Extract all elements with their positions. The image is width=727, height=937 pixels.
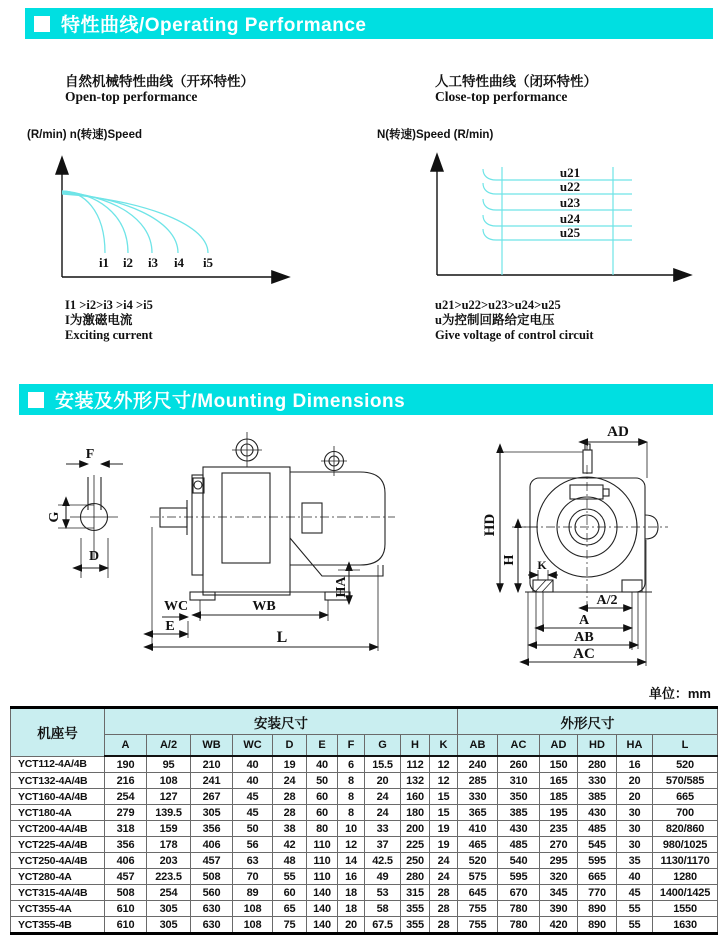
value-cell: 385 — [498, 805, 540, 821]
right-chart-title — [435, 74, 597, 104]
value-cell: 406 — [105, 853, 147, 869]
value-cell: 780 — [498, 917, 540, 934]
value-cell: 180 — [401, 805, 430, 821]
value-cell: 318 — [105, 821, 147, 837]
value-cell: 8 — [338, 805, 365, 821]
dim-label-F: F — [85, 447, 95, 462]
column-header-a: A — [105, 735, 147, 757]
table-row — [11, 853, 718, 869]
curve-label-i5: i5 — [202, 255, 214, 270]
table-row — [11, 901, 718, 917]
right-caption-cn: u为控制回路给定电压 — [435, 313, 555, 327]
value-cell: 670 — [498, 885, 540, 901]
column-header-wb: WB — [191, 735, 233, 757]
curve-label-i2: i2 — [122, 255, 134, 270]
value-cell: 240 — [458, 756, 498, 773]
value-cell: 223.5 — [147, 869, 191, 885]
right-caption-inequality: u21>u22>u23>u24>u25 — [435, 298, 561, 312]
dim-label-WB: WB — [252, 599, 276, 614]
left-caption-cn: I为激磁电流 — [65, 313, 133, 327]
value-cell: 24 — [365, 789, 401, 805]
value-cell: 250 — [401, 853, 430, 869]
value-cell: 305 — [147, 901, 191, 917]
model-cell: YCT225-4A/4B — [11, 837, 105, 853]
value-cell: 280 — [578, 756, 617, 773]
value-cell: 285 — [458, 773, 498, 789]
column-header-ab: AB — [458, 735, 498, 757]
dim-label-AC: AC — [573, 646, 595, 662]
value-cell: 28 — [273, 805, 307, 821]
model-cell: YCT280-4A — [11, 869, 105, 885]
right-chart-axis-label: N(转速)Speed (R/min) — [377, 129, 494, 141]
value-cell: 385 — [578, 789, 617, 805]
model-cell: YCT200-4A/4B — [11, 821, 105, 837]
unit-label: 单位：mm — [648, 686, 711, 701]
value-cell: 140 — [307, 901, 338, 917]
value-cell: 24 — [430, 869, 458, 885]
value-cell: 20 — [365, 773, 401, 789]
mounting-size-group-header: 安装尺寸 — [105, 708, 458, 735]
line-label-u21: u21 — [559, 165, 581, 180]
value-cell: 12 — [430, 773, 458, 789]
model-cell: YCT355-4A — [11, 901, 105, 917]
value-cell: 15 — [430, 789, 458, 805]
value-cell: 295 — [540, 853, 578, 869]
model-cell: YCT160-4A/4B — [11, 789, 105, 805]
value-cell: 570/585 — [653, 773, 718, 789]
line-label-u22: u22 — [559, 179, 581, 194]
value-cell: 60 — [273, 885, 307, 901]
value-cell: 112 — [401, 756, 430, 773]
value-cell: 1400/1425 — [653, 885, 718, 901]
value-cell: 30 — [617, 805, 653, 821]
value-cell: 520 — [653, 756, 718, 773]
value-cell: 560 — [191, 885, 233, 901]
column-header-d: D — [273, 735, 307, 757]
value-cell: 665 — [578, 869, 617, 885]
value-cell: 185 — [540, 789, 578, 805]
model-cell: YCT355-4B — [11, 917, 105, 934]
table-row — [11, 773, 718, 789]
value-cell: 330 — [458, 789, 498, 805]
value-cell: 24 — [365, 805, 401, 821]
right-caption-en: Give voltage of control circuit — [435, 328, 594, 342]
value-cell: 520 — [458, 853, 498, 869]
value-cell: 19 — [430, 821, 458, 837]
value-cell: 980/1025 — [653, 837, 718, 853]
value-cell: 75 — [273, 917, 307, 934]
dim-label-H: H — [502, 554, 517, 566]
value-cell: 508 — [191, 869, 233, 885]
value-cell: 20 — [617, 789, 653, 805]
value-cell: 127 — [147, 789, 191, 805]
model-cell: YCT250-4A/4B — [11, 853, 105, 869]
value-cell: 40 — [307, 756, 338, 773]
value-cell: 241 — [191, 773, 233, 789]
value-cell: 270 — [540, 837, 578, 853]
value-cell: 210 — [191, 756, 233, 773]
dim-label-K: K — [537, 558, 547, 572]
value-cell: 355 — [401, 917, 430, 934]
value-cell: 28 — [430, 885, 458, 901]
value-cell: 108 — [233, 901, 273, 917]
banner-square-icon — [34, 16, 50, 32]
dimension-table-body — [11, 756, 718, 934]
value-cell: 780 — [498, 901, 540, 917]
curve-label-i1: i1 — [98, 255, 110, 270]
dim-label-HA: HA — [334, 576, 349, 598]
value-cell: 457 — [105, 869, 147, 885]
value-cell: 53 — [365, 885, 401, 901]
left-chart-caption — [65, 298, 153, 343]
closed-loop-chart — [420, 140, 710, 300]
columns-row — [11, 735, 718, 757]
value-cell: 178 — [147, 837, 191, 853]
section-banner-mounting-dimensions — [19, 384, 713, 415]
value-cell: 139.5 — [147, 805, 191, 821]
value-cell: 485 — [578, 821, 617, 837]
value-cell: 280 — [401, 869, 430, 885]
table-row — [11, 789, 718, 805]
value-cell: 665 — [653, 789, 718, 805]
value-cell: 108 — [233, 917, 273, 934]
value-cell: 55 — [617, 917, 653, 934]
value-cell: 67.5 — [365, 917, 401, 934]
value-cell: 630 — [191, 917, 233, 934]
value-cell: 89 — [233, 885, 273, 901]
line-label-u24: u24 — [559, 211, 581, 226]
value-cell: 55 — [273, 869, 307, 885]
dim-label-AD: AD — [607, 424, 629, 440]
value-cell: 28 — [430, 901, 458, 917]
frame-number-header: 机座号 — [11, 708, 105, 757]
value-cell: 40 — [233, 773, 273, 789]
dim-label-A: A — [578, 613, 590, 628]
value-cell: 42 — [273, 837, 307, 853]
value-cell: 1130/1170 — [653, 853, 718, 869]
value-cell: 140 — [307, 917, 338, 934]
section-title-operating: 特性曲线/Operating Performance — [61, 15, 367, 36]
value-cell: 40 — [233, 756, 273, 773]
value-cell: 305 — [191, 805, 233, 821]
value-cell: 50 — [307, 773, 338, 789]
left-chart-title-cn: 自然机械特性曲线（开环特性） — [65, 74, 254, 89]
value-cell: 19 — [273, 756, 307, 773]
value-cell: 267 — [191, 789, 233, 805]
value-cell: 42.5 — [365, 853, 401, 869]
value-cell: 350 — [498, 789, 540, 805]
dim-label-A2: A/2 — [596, 593, 618, 608]
section-title-mounting: 安装及外形尺寸/Mounting Dimensions — [55, 391, 406, 412]
value-cell: 150 — [540, 756, 578, 773]
value-cell: 225 — [401, 837, 430, 853]
column-header-hd: HD — [578, 735, 617, 757]
value-cell: 356 — [191, 821, 233, 837]
value-cell: 465 — [458, 837, 498, 853]
value-cell: 195 — [540, 805, 578, 821]
right-chart-title-en: Close-top performance — [435, 89, 568, 104]
column-header-ac: AC — [498, 735, 540, 757]
column-header-e: E — [307, 735, 338, 757]
banner-square-icon — [28, 392, 44, 408]
value-cell: 1550 — [653, 901, 718, 917]
value-cell: 110 — [307, 837, 338, 853]
value-cell: 20 — [338, 917, 365, 934]
value-cell: 12 — [430, 756, 458, 773]
value-cell: 6 — [338, 756, 365, 773]
value-cell: 14 — [338, 853, 365, 869]
value-cell: 820/860 — [653, 821, 718, 837]
value-cell: 430 — [498, 821, 540, 837]
left-chart-title-en: Open-top performance — [65, 89, 198, 104]
value-cell: 132 — [401, 773, 430, 789]
dim-label-D: D — [88, 549, 100, 564]
mounting-dimension-table — [10, 706, 718, 935]
value-cell: 45 — [233, 789, 273, 805]
value-cell: 279 — [105, 805, 147, 821]
value-cell: 235 — [540, 821, 578, 837]
dim-label-HD: HD — [482, 513, 498, 537]
value-cell: 320 — [540, 869, 578, 885]
dim-label-AB: AB — [574, 630, 594, 645]
value-cell: 890 — [578, 917, 617, 934]
table-row — [11, 917, 718, 934]
value-cell: 15.5 — [365, 756, 401, 773]
value-cell: 24 — [273, 773, 307, 789]
value-cell: 410 — [458, 821, 498, 837]
value-cell: 30 — [617, 821, 653, 837]
table-row — [11, 821, 718, 837]
value-cell: 1280 — [653, 869, 718, 885]
dim-label-G: G — [47, 511, 62, 523]
value-cell: 48 — [273, 853, 307, 869]
table-group-header-row — [11, 708, 718, 735]
open-loop-chart — [40, 140, 310, 300]
section-banner-operating-performance — [25, 8, 713, 39]
value-cell: 755 — [458, 901, 498, 917]
value-cell: 345 — [540, 885, 578, 901]
value-cell: 540 — [498, 853, 540, 869]
value-cell: 8 — [338, 773, 365, 789]
value-cell: 30 — [617, 837, 653, 853]
value-cell: 575 — [458, 869, 498, 885]
value-cell: 28 — [430, 917, 458, 934]
value-cell: 20 — [617, 773, 653, 789]
value-cell: 420 — [540, 917, 578, 934]
value-cell: 58 — [365, 901, 401, 917]
value-cell: 110 — [307, 853, 338, 869]
value-cell: 203 — [147, 853, 191, 869]
value-cell: 595 — [498, 869, 540, 885]
left-caption-en: Exciting current — [65, 328, 153, 342]
model-cell: YCT315-4A/4B — [11, 885, 105, 901]
value-cell: 595 — [578, 853, 617, 869]
value-cell: 24 — [430, 853, 458, 869]
table-row — [11, 837, 718, 853]
column-header-k: K — [430, 735, 458, 757]
value-cell: 19 — [430, 837, 458, 853]
value-cell: 315 — [401, 885, 430, 901]
dim-label-E: E — [165, 619, 175, 634]
motor-side-view-drawing — [150, 432, 395, 651]
line-label-u25: u25 — [559, 225, 581, 240]
value-cell: 49 — [365, 869, 401, 885]
left-chart-axis-label: (R/min) n(转速)Speed — [27, 129, 142, 141]
value-cell: 65 — [273, 901, 307, 917]
value-cell: 254 — [147, 885, 191, 901]
right-chart-caption — [435, 298, 594, 343]
value-cell: 15 — [430, 805, 458, 821]
voltage-speed-lines — [483, 167, 632, 275]
column-header-f: F — [338, 735, 365, 757]
value-cell: 755 — [458, 917, 498, 934]
table-row — [11, 756, 718, 773]
left-caption-inequality: I1 >i2>i3 >i4 >i5 — [65, 298, 153, 312]
value-cell: 485 — [498, 837, 540, 853]
value-cell: 37 — [365, 837, 401, 853]
value-cell: 60 — [307, 789, 338, 805]
value-cell: 45 — [617, 885, 653, 901]
value-cell: 260 — [498, 756, 540, 773]
value-cell: 40 — [617, 869, 653, 885]
column-header-a2: A/2 — [147, 735, 191, 757]
value-cell: 8 — [338, 789, 365, 805]
value-cell: 60 — [307, 805, 338, 821]
value-cell: 200 — [401, 821, 430, 837]
mounting-dimension-drawings — [0, 420, 727, 700]
value-cell: 254 — [105, 789, 147, 805]
value-cell: 28 — [273, 789, 307, 805]
value-cell: 355 — [401, 901, 430, 917]
curve-label-i3: i3 — [147, 255, 159, 270]
column-header-h: H — [401, 735, 430, 757]
value-cell: 216 — [105, 773, 147, 789]
value-cell: 305 — [147, 917, 191, 934]
column-header-l: L — [653, 735, 718, 757]
column-header-wc: WC — [233, 735, 273, 757]
value-cell: 610 — [105, 901, 147, 917]
value-cell: 430 — [578, 805, 617, 821]
value-cell: 610 — [105, 917, 147, 934]
column-header-ad: AD — [540, 735, 578, 757]
value-cell: 80 — [307, 821, 338, 837]
speed-current-curves — [62, 191, 208, 253]
dim-label-L: L — [276, 629, 288, 646]
column-header-g: G — [365, 735, 401, 757]
value-cell: 165 — [540, 773, 578, 789]
value-cell: 700 — [653, 805, 718, 821]
value-cell: 10 — [338, 821, 365, 837]
value-cell: 365 — [458, 805, 498, 821]
value-cell: 390 — [540, 901, 578, 917]
left-chart-title — [65, 74, 254, 104]
value-cell: 18 — [338, 901, 365, 917]
table-row — [11, 869, 718, 885]
value-cell: 330 — [578, 773, 617, 789]
outline-size-group-header: 外形尺寸 — [458, 708, 718, 735]
model-cell: YCT180-4A — [11, 805, 105, 821]
value-cell: 45 — [233, 805, 273, 821]
value-cell: 16 — [617, 756, 653, 773]
value-cell: 356 — [105, 837, 147, 853]
model-cell: YCT132-4A/4B — [11, 773, 105, 789]
value-cell: 890 — [578, 901, 617, 917]
value-cell: 508 — [105, 885, 147, 901]
value-cell: 140 — [307, 885, 338, 901]
value-cell: 160 — [401, 789, 430, 805]
value-cell: 35 — [617, 853, 653, 869]
value-cell: 545 — [578, 837, 617, 853]
value-cell: 16 — [338, 869, 365, 885]
value-cell: 645 — [458, 885, 498, 901]
value-cell: 50 — [233, 821, 273, 837]
value-cell: 406 — [191, 837, 233, 853]
value-cell: 108 — [147, 773, 191, 789]
value-cell: 770 — [578, 885, 617, 901]
value-cell: 70 — [233, 869, 273, 885]
curve-label-i4: i4 — [173, 255, 185, 270]
column-header-ha: HA — [617, 735, 653, 757]
line-label-u23: u23 — [559, 195, 581, 210]
value-cell: 190 — [105, 756, 147, 773]
table-row — [11, 805, 718, 821]
value-cell: 1630 — [653, 917, 718, 934]
value-cell: 630 — [191, 901, 233, 917]
value-cell: 110 — [307, 869, 338, 885]
table-row — [11, 885, 718, 901]
value-cell: 18 — [338, 885, 365, 901]
value-cell: 159 — [147, 821, 191, 837]
value-cell: 310 — [498, 773, 540, 789]
value-cell: 56 — [233, 837, 273, 853]
dim-label-WC: WC — [163, 599, 189, 614]
value-cell: 33 — [365, 821, 401, 837]
value-cell: 55 — [617, 901, 653, 917]
value-cell: 457 — [191, 853, 233, 869]
right-chart-title-cn: 人工特性曲线（闭环特性） — [435, 74, 597, 89]
value-cell: 12 — [338, 837, 365, 853]
value-cell: 38 — [273, 821, 307, 837]
value-cell: 95 — [147, 756, 191, 773]
model-cell: YCT112-4A/4B — [11, 756, 105, 773]
value-cell: 63 — [233, 853, 273, 869]
